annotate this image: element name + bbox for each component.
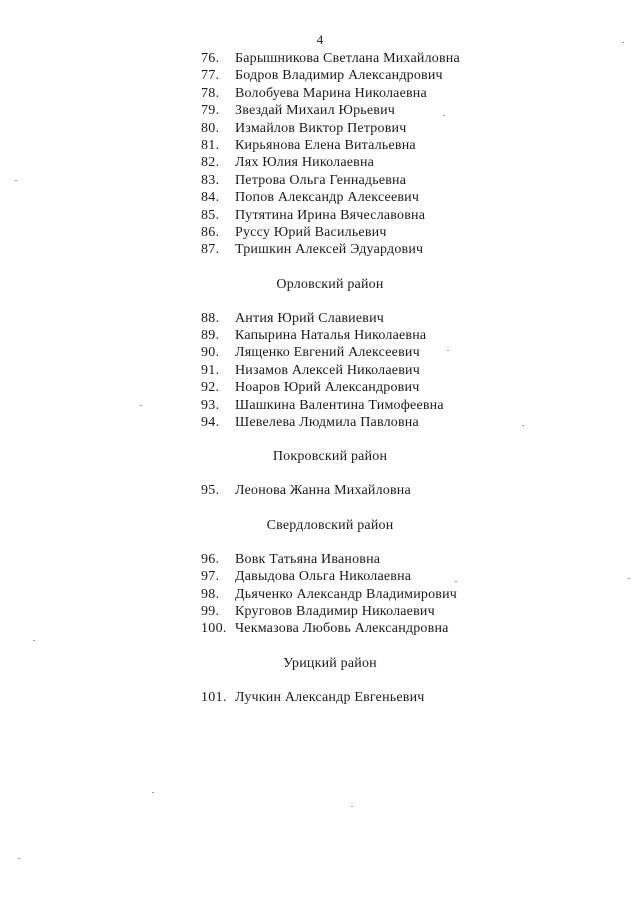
list-item — [0, 154, 640, 171]
scan-speck — [522, 425, 524, 426]
person-name: Давыдова Ольга Николаевна — [235, 569, 412, 585]
list-item — [0, 241, 640, 258]
list-item — [0, 310, 640, 327]
district-section — [0, 655, 640, 706]
person-name: Барышникова Светлана Михайловна — [235, 51, 460, 66]
list-item — [0, 120, 640, 137]
list-item — [0, 172, 640, 189]
district-section — [0, 50, 640, 276]
scan-speck — [455, 581, 457, 582]
person-name: Попов Александр Алексеевич — [235, 190, 420, 206]
item-number: 100. — [201, 621, 227, 637]
list-item — [0, 414, 640, 431]
person-name: Путятина Ирина Вячеславовна — [235, 207, 426, 223]
list-item — [0, 568, 640, 585]
district-section — [0, 448, 640, 516]
district-section — [0, 276, 640, 449]
member-list — [0, 50, 640, 259]
person-name: Капырина Наталья Николаевна — [235, 328, 427, 344]
person-name: Петрова Ольга Геннадьевна — [235, 172, 407, 188]
person-name: Лучкин Александр Евгеньевич — [235, 689, 425, 705]
district-heading: Свердловский район — [266, 517, 394, 533]
person-name: Низамов Алексей Николаевич — [235, 362, 420, 378]
scan-speck — [443, 115, 445, 116]
scan-speck — [18, 858, 20, 859]
spacer — [0, 465, 640, 482]
item-number: 94. — [201, 415, 220, 431]
scan-speck — [447, 350, 449, 351]
item-number: 90. — [201, 345, 220, 361]
list-item — [0, 379, 640, 396]
scan-speck — [628, 578, 630, 579]
item-number: 88. — [201, 310, 220, 326]
person-name: Кирьянова Елена Витальевна — [235, 137, 416, 153]
person-name: Тришкин Алексей Эдуардович — [235, 242, 424, 258]
item-number: 84. — [201, 190, 220, 206]
list-item — [0, 344, 640, 361]
district-section — [0, 517, 640, 655]
person-name: Бодров Владимир Александрович — [235, 68, 443, 84]
page-number: 4 — [316, 32, 324, 47]
list-item — [0, 397, 640, 414]
spacer — [0, 638, 640, 655]
list-item — [0, 482, 640, 499]
person-name: Дьяченко Александр Владимирович — [235, 586, 458, 602]
spacer — [0, 259, 640, 276]
district-heading: Урицкий район — [283, 655, 377, 671]
item-number: 79. — [201, 103, 220, 119]
list-item — [0, 362, 640, 379]
person-name: Круговов Владимир Николаевич — [235, 603, 435, 619]
list-item — [0, 603, 640, 620]
list-item — [0, 620, 640, 637]
item-number: 95. — [201, 483, 220, 499]
item-number: 77. — [201, 68, 220, 84]
item-number: 83. — [201, 172, 220, 188]
item-number: 98. — [201, 586, 220, 602]
spacer — [0, 672, 640, 689]
district-heading: Покровский район — [272, 449, 388, 465]
item-number: 87. — [201, 242, 220, 258]
item-number: 101. — [201, 689, 227, 705]
scan-speck — [140, 405, 142, 406]
item-number: 91. — [201, 362, 220, 378]
list-item — [0, 327, 640, 344]
scan-speck — [15, 180, 17, 181]
item-number: 76. — [201, 51, 220, 66]
list-item — [0, 189, 640, 206]
member-list — [0, 310, 640, 432]
person-name: Измайлов Виктор Петрович — [235, 120, 407, 136]
list-item — [0, 224, 640, 241]
person-name: Шевелева Людмила Павловна — [235, 415, 419, 431]
item-number: 99. — [201, 603, 220, 619]
spacer — [0, 500, 640, 517]
person-name: Звездай Михаил Юрьевич — [235, 103, 396, 119]
list-item — [0, 586, 640, 603]
person-name: Руссу Юрий Васильевич — [235, 224, 387, 240]
list-item — [0, 137, 640, 154]
list-item — [0, 50, 640, 67]
person-name: Антия Юрий Славиевич — [235, 310, 385, 326]
item-number: 93. — [201, 397, 220, 413]
scan-speck — [351, 806, 353, 807]
item-number: 81. — [201, 137, 220, 153]
item-number: 89. — [201, 328, 220, 344]
document-body — [0, 50, 640, 706]
item-number: 82. — [201, 155, 220, 171]
scan-speck — [622, 42, 624, 43]
member-list — [0, 551, 640, 638]
list-item — [0, 102, 640, 119]
scan-speck — [33, 640, 35, 641]
person-name: Лях Юлия Николаевна — [235, 155, 375, 171]
member-list — [0, 689, 640, 706]
member-list — [0, 482, 640, 499]
item-number: 78. — [201, 85, 220, 101]
person-name: Леонова Жанна Михайловна — [235, 483, 411, 499]
list-item — [0, 689, 640, 706]
district-heading: Орловский район — [276, 276, 384, 292]
list-item — [0, 207, 640, 224]
list-item — [0, 551, 640, 568]
item-number: 85. — [201, 207, 220, 223]
item-number: 92. — [201, 380, 220, 396]
person-name: Лященко Евгений Алексеевич — [235, 345, 420, 361]
person-name: Шашкина Валентина Тимофеевна — [235, 397, 444, 413]
item-number: 97. — [201, 569, 220, 585]
spacer — [0, 431, 640, 448]
list-item — [0, 67, 640, 84]
person-name: Чекмазова Любовь Александровна — [235, 621, 449, 637]
item-number: 80. — [201, 120, 220, 136]
item-number: 96. — [201, 551, 220, 567]
spacer — [0, 293, 640, 310]
spacer — [0, 534, 640, 551]
item-number: 86. — [201, 224, 220, 240]
person-name: Волобуева Марина Николаевна — [235, 85, 427, 101]
person-name: Вовк Татьяна Ивановна — [235, 551, 381, 567]
list-item — [0, 85, 640, 102]
person-name: Ноаров Юрий Александрович — [235, 380, 420, 396]
scan-speck — [152, 792, 154, 793]
